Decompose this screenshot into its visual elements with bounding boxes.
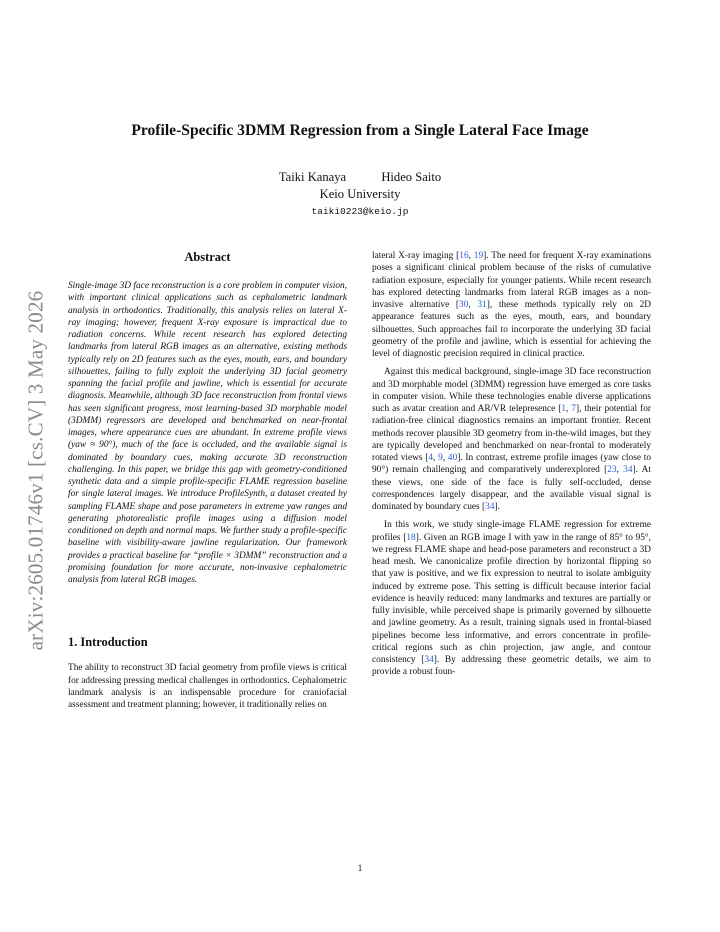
author-list	[0, 170, 720, 185]
citation-link[interactable]: 9	[438, 453, 443, 463]
arxiv-identifier-stamp[interactable]	[14, 250, 58, 690]
citation-link[interactable]: 18	[406, 532, 416, 543]
citation-link[interactable]: 34	[424, 655, 434, 665]
citation-link[interactable]: 23	[607, 465, 617, 476]
introduction-paragraph: The ability to reconstruct 3D facial geometry from profile views is critical for addressing pressing medical challenges in orthodontics. Cephalometric landmark analysis is an indispensable procedure for craniofacial assessment and treatment planning; however, it traditionally relies on	[68, 663, 347, 710]
right-column	[372, 250, 651, 679]
body-paragraph: Against this medical background, single-image 3D face reconstruction and 3D morphable model (3DMM) regression have emerged as core tasks in computer vision. While these technologies enable diverse applications such as avatar creation and AR/VR telepresence [1, 7], their potential for radiation-free clinical diagnostics remains an important frontier. Recent methods recover plausible 3D geometry from in-the-wild images, but they are typically developed and benchmarked on near-frontal to moderately rotated views [4, 9, 40]. In contrast, extreme profile images (yaw close to 90°) remain challenging and comparatively underexplored [23, 34]. At these views, one side of the face is fully self-occluded, dense correspondences largely disappear, and the available visual signal is dominated by boundary cues [34].	[372, 367, 652, 512]
citation-link[interactable]: 30	[459, 300, 469, 310]
body-paragraph: lateral X-ray imaging [16, 19]. The need for frequent X-ray examinations poses a significant clinical problem because of the risks of cumulative radiation exposure, especially for younger patients. While recent research has explored detecting landmarks from lateral RGB images as a non-invasive alternative [30, 31], these methods typically rely on 2D appearance features such as the eyes, mouth, ears, and boundary silhouettes. Such approaches fail to incorporate the underlying 3D facial geometry of the profile and jawline, which is essential for achieving the level of diagnostic precision required in clinical practice.	[372, 251, 652, 359]
citation-link[interactable]: 31	[477, 300, 487, 310]
citation-link[interactable]: 40	[447, 453, 458, 463]
citation-link[interactable]: 16	[459, 251, 469, 261]
arxiv-stamp-text: arXiv:2605.01746v1 [cs.CV] 3 May 2026	[23, 290, 48, 650]
citation-link[interactable]: 4	[428, 453, 434, 463]
author-name: Taiki Kanaya	[278, 170, 347, 184]
abstract-text: Single-image 3D face reconstruction is a core problem in computer vision, with important clinical applications such as cephalometric landmark analysis in orthodontics. Traditionally, this analysis relies on lateral X-ray imaging; however, frequent X-ray exposure is impractical due to radiation concerns. While recent research has explored detecting landmarks from lateral RGB images as an alternative, existing methods typically rely on 2D features such as the eyes, mouth, ears, and boundary silhouettes, failing to fully exploit the underlying 3D facial geometry spanning the facial profile and jawline, which is essential for accurate diagnosis. Meanwhile, although 3D face reconstruction from frontal views has seen significant progress, most learning-based 3D morphable model (3DMM) regressors are developed and benchmarked on near-frontal images, where appearance cues are abundant. In extreme profile views (yaw ≈ 90°), much of the face is occluded, and the available signal is dominated by boundary cues, making accurate 3D reconstruction challenging. In this paper, we bridge this gap with geometry-conditioned synthetic data and a simple profile-specific FLAME regression baseline for single lateral images. We introduce ProfileSynth, a dataset created by sampling FLAME shape and pose parameters in extreme yaw ranges and generating photorealistic profile images using a diffusion model conditioned on depth and normal maps. We further study a profile-specific baseline with visibility-aware jawline regularization. Our framework provides a practical baseline for “profile × 3DMM” reconstruction and a promising foundation for more accurate, non-invasive cephalometric analysis from lateral RGB images.	[68, 281, 347, 585]
citation-link[interactable]: 34	[623, 465, 633, 476]
affiliation: Keio University	[319, 187, 401, 201]
body-paragraph: In this work, we study single-image FLAME regression for extreme profiles [18]. Given an RGB image I with yaw in the range of 85° to 95°, we regress FLAME shape and head-pose parameters and reconstruct a 3D head mesh. We canonicalize profile direction by horizontal flipping so that yaw is positive, and we fix expression to neutral to isolate ambiguity induced by extreme pose. This setting is difficult because interior facial evidence is heavily reduced: many landmarks and textures are partially or fully invisible, while perceived shape is primarily governed by silhouette and jawline geometry. As a result, training signals used in frontal-biased pipelines become less informative, and errors concentrate in profile-critical regions such as chin projection, jaw angle, and contour consistency [34]. By addressing these geometric details, we aim to provide a robust foun-	[372, 520, 651, 678]
author-name: Hideo Saito	[381, 170, 442, 184]
citation-link[interactable]: 7	[571, 404, 576, 414]
abstract-heading: Abstract	[184, 250, 231, 264]
author-email[interactable]: taiki0223@keio.jp	[311, 206, 409, 217]
left-column	[68, 250, 347, 711]
introduction-heading: 1. Introduction	[68, 635, 148, 650]
citation-link[interactable]: 34	[485, 502, 495, 512]
page-number: 1	[357, 864, 363, 874]
paper-title: Profile-Specific 3DMM Regression from a Single Lateral Face Image	[131, 122, 589, 139]
citation-link[interactable]: 19	[473, 251, 484, 261]
citation-link[interactable]: 1	[561, 404, 566, 414]
